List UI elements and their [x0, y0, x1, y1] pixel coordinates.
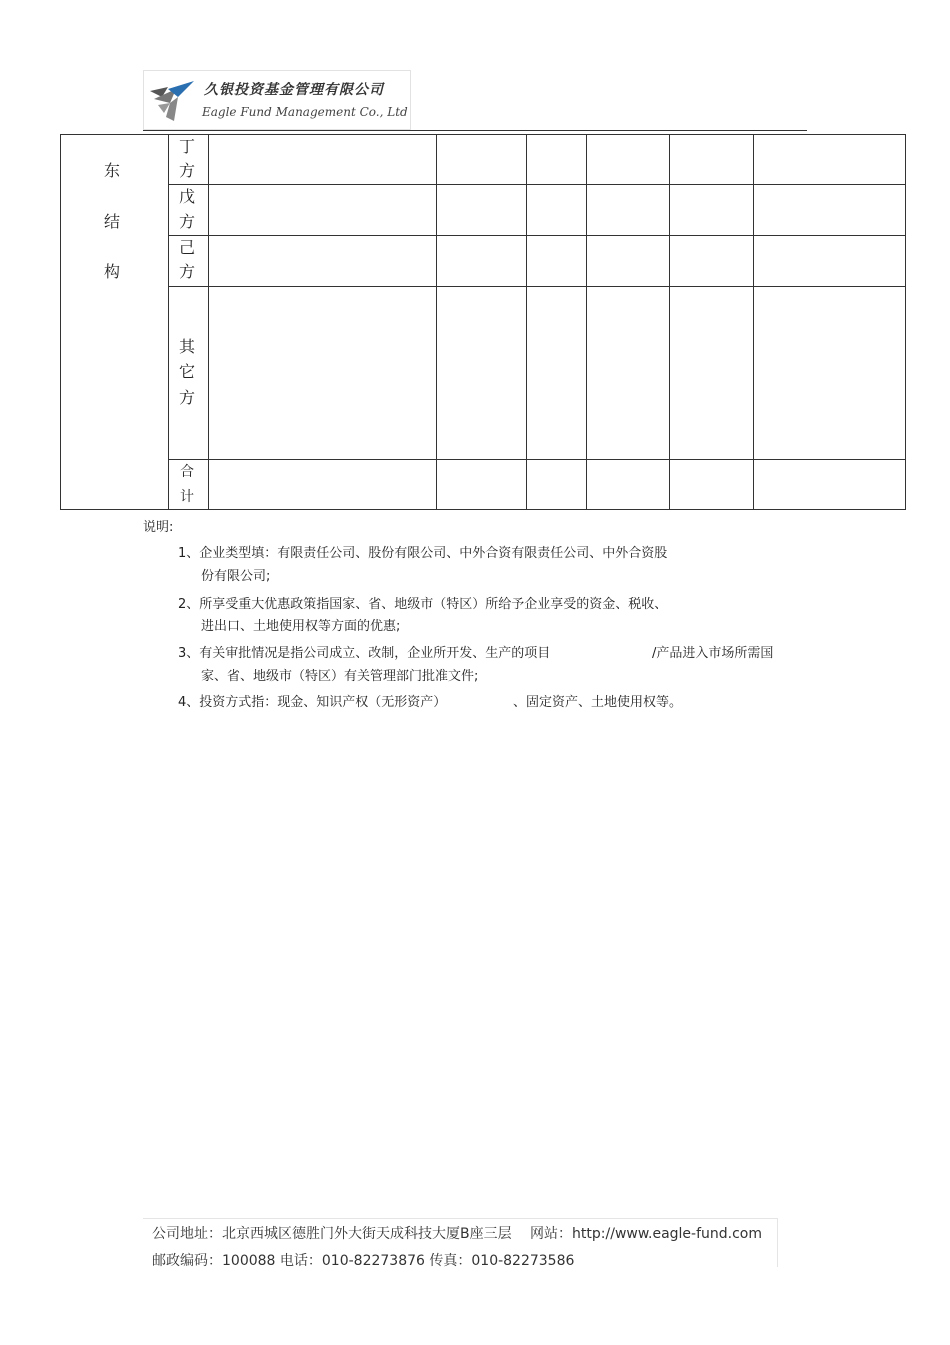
header-divider: [143, 130, 807, 131]
row-label-ding-char: 丁: [179, 137, 196, 156]
row-label-other-char: 其: [179, 337, 196, 356]
table-col-line: [168, 134, 169, 510]
note-item-3-line1-tail: /产品进入市场所需国: [652, 646, 774, 661]
table-row-line: [168, 184, 906, 185]
side-label-char: 东: [104, 161, 121, 180]
note-item-1-line2: 份有限公司;: [201, 569, 271, 584]
note-item-4-line1-tail: 、固定资产、土地使用权等。: [513, 695, 683, 710]
note-item-4-line1: 4、投资方式指：现金、知识产权（无形资产）: [178, 695, 447, 710]
side-label-char: 构: [104, 262, 121, 281]
table-row-line: [168, 235, 906, 236]
row-label-total-char: 合: [180, 464, 194, 480]
table-col-line: [586, 134, 587, 510]
row-label-ji-char: 方: [179, 262, 196, 281]
company-logo: [143, 70, 411, 130]
table-col-line: [669, 134, 670, 510]
row-label-ding-char: 方: [179, 161, 196, 180]
company-name-en: Eagle Fund Management Co., Ltd: [202, 105, 408, 119]
row-label-ji-char: 己: [179, 238, 196, 257]
table-col-line: [753, 134, 754, 510]
table-col-line: [208, 134, 209, 510]
note-item-3-line1: 3、有关审批情况是指公司成立、改制，企业所开发、生产的项目: [178, 646, 551, 661]
row-label-other-char: 方: [179, 388, 196, 407]
row-label-wu-char: 方: [179, 212, 196, 231]
eagle-logo-icon: [148, 77, 196, 123]
note-item-3-line2: 家、省、地级市（特区）有关管理部门批准文件;: [201, 669, 479, 684]
company-name-cn: 久银投资基金管理有限公司: [204, 82, 384, 98]
row-label-other-char: 它: [179, 362, 196, 381]
side-label-char: 结: [104, 212, 121, 231]
row-label-total-char: 计: [180, 489, 194, 505]
table-col-line: [436, 134, 437, 510]
note-item-2-line1: 2、所享受重大优惠政策指国家、省、地级市（特区）所给予企业享受的资金、税收、: [178, 597, 668, 612]
table-border-right: [905, 134, 906, 510]
table-col-line: [526, 134, 527, 510]
page-footer: [143, 1218, 778, 1267]
footer-contact: 邮政编码：100088 电话：010-82273876 传真：010-82273586: [152, 1253, 575, 1269]
table-border-left: [60, 134, 61, 510]
notes-title: 说明:: [143, 520, 174, 535]
shareholder-structure-table: [60, 134, 906, 510]
note-item-1-line1: 1、企业类型填：有限责任公司、股份有限公司、中外合资有限责任公司、中外合资股: [178, 546, 668, 561]
row-label-wu-char: 戊: [179, 187, 196, 206]
footer-address: 公司地址：北京西城区德胜门外大街天成科技大厦B座三层 网站：http://www.eagle-fund.com: [152, 1226, 763, 1242]
note-item-2-line2: 进出口、土地使用权等方面的优惠;: [201, 619, 401, 634]
table-row-line: [168, 286, 906, 287]
table-row-line: [168, 459, 906, 460]
